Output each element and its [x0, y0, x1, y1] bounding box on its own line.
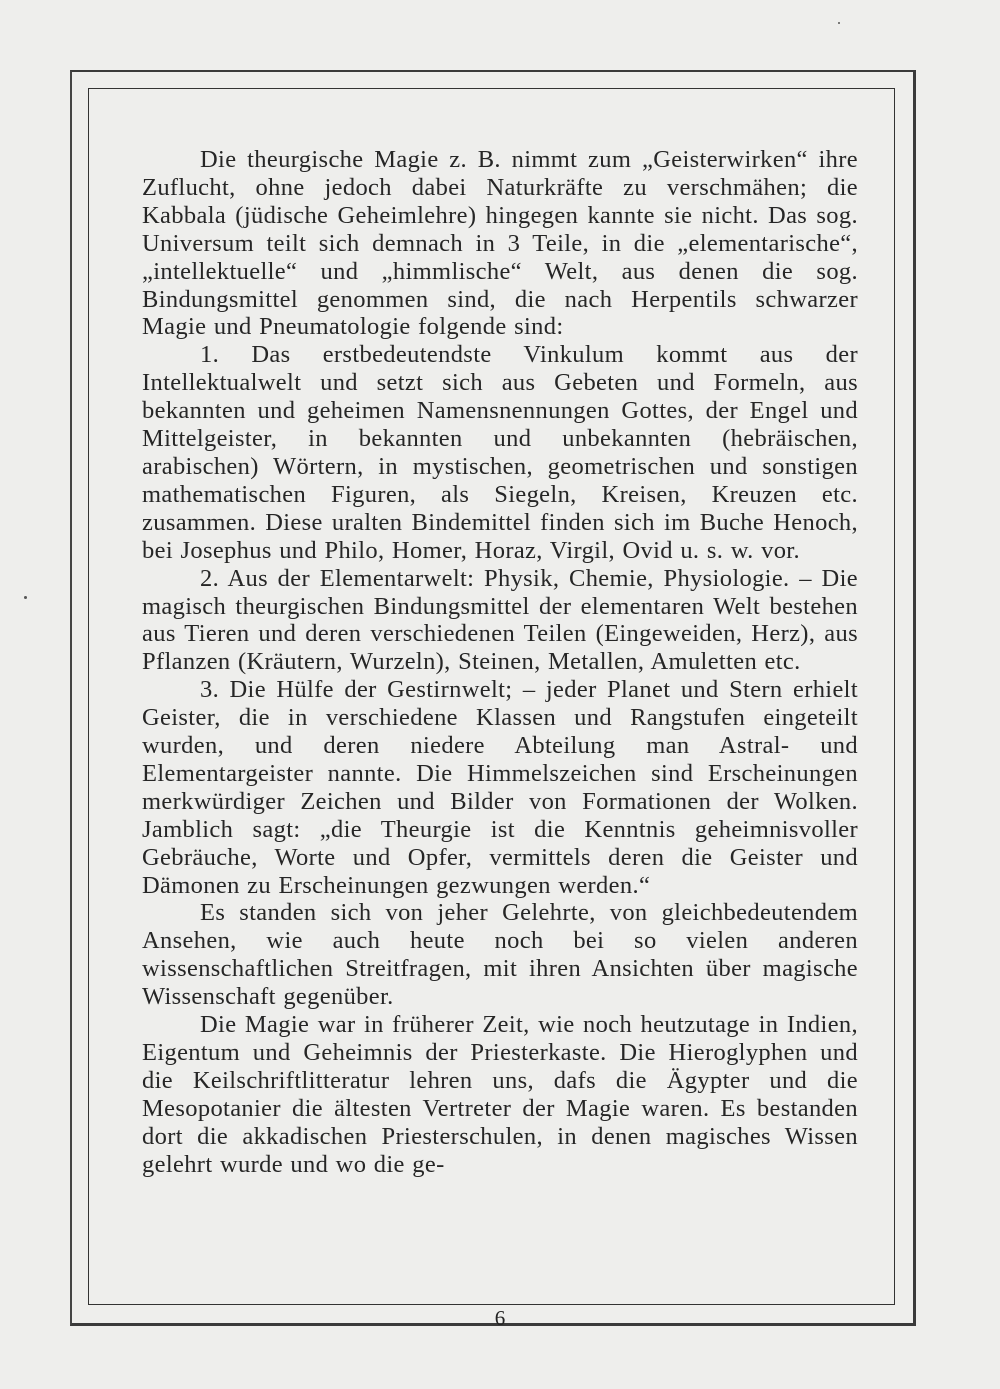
main-text: [142, 146, 858, 1179]
paragraph-scholars: Es standen sich von jeher Gelehrte, von gleichbedeutendem Ansehen, wie auch heute noch bei so vielen anderen wissenschaftlichen Streitfragen, mit ihren Ansichten über magische Wissenschaft gegenüber.: [142, 899, 858, 1011]
paragraph-item-2: 2. Aus der Elementarwelt: Physik, Chemie, Physiologie. – Die magisch theurgischen Bindungsmittel der elementaren Welt bestehen aus Tieren und deren verschiedenen Teilen (Eingeweiden, Herz), aus Pflanzen (Kräutern, Wurzeln), Steinen, Metallen, Amuletten etc.: [142, 564, 858, 676]
paragraph-item-3: 3. Die Hülfe der Gestirnwelt; – jeder Planet und Stern erhielt Geister, die in verschiedene Klassen und Rangstufen eingeteilt wurden, und deren niedere Abteilung man Astral- und Elementargeister nannte. Die Himmelszeichen sind Erscheinungen merkwürdiger Zeichen und Bilder von Formationen der Wolken. Jamblich sagt: „die Theurgie ist die Kenntnis geheimnisvoller Gebräuche, Worte und Opfer, vermittels deren die Geister und Dämonen zu Erscheinungen gezwungen werden.“: [142, 676, 858, 899]
page-number: 6: [494, 1306, 506, 1330]
paragraph-intro: Die theurgische Magie z. B. nimmt zum „Geisterwirken“ ihre Zuflucht, ohne jedoch dabei Naturkräfte zu verschmähen; die Kabbala (jüdische Geheimlehre) hingegen kannte sie nicht. Das sog. Universum teilt sich demnach in 3 Teile, in die „elementarische“, „intellektuelle“ und „himmlische“ Welt, aus denen die sog. Bindungsmittel genommen sind, die nach Herpentils schwarzer Magie und Pneumatologie folgende sind:: [142, 146, 858, 341]
paragraph-history: Die Magie war in früherer Zeit, wie noch heutzutage in Indien, Eigentum und Geheimnis der Priesterkaste. Die Hieroglyphen und die Keilschriftlitteratur lehren uns, dafs die Ägypter und die Mesopotanier die ältesten Vertreter der Magie waren. Es bestanden dort die akkadischen Priesterschulen, in denen magisches Wissen gelehrt wurde und wo die ge-: [142, 1011, 858, 1178]
paragraph-item-1: 1. Das erstbedeutendste Vinkulum kommt aus der Intellektualwelt und setzt sich aus Gebeten und Formeln, aus bekannten und geheimen Namensnennungen Gottes, der Engel und Mittelgeister, in bekannten und unbekannten (hebräischen, arabischen) Wörtern, in mystischen, geometrischen und sonstigen mathematischen Figuren, als Siegeln, Kreisen, Kreuzen etc. zusammen. Diese uralten Bindemittel finden sich im Buche Henoch, bei Josephus und Philo, Homer, Horaz, Virgil, Ovid u. s. w. vor.: [142, 341, 858, 564]
paper-speck: [838, 22, 840, 24]
paper-speck: [24, 596, 27, 599]
